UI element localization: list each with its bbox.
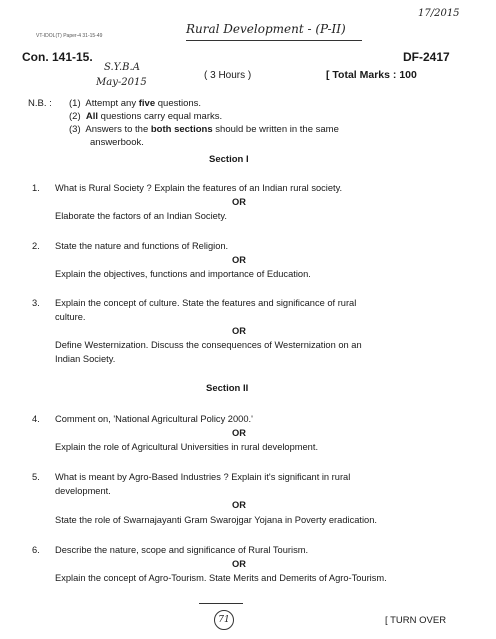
nb-item-text: questions.	[155, 98, 202, 109]
question-number: 5.	[32, 472, 40, 482]
question-5-b: State the role of Swarnajayanti Gram Swarojgar Yojana in Poverty eradication.	[55, 515, 377, 525]
nb-item-bold: All	[85, 111, 99, 122]
nb-item-text: should be written in the same	[212, 124, 339, 135]
con-number: Con. 141-15.	[22, 50, 93, 64]
question-number: 6.	[32, 545, 40, 555]
question-number: 3.	[32, 298, 40, 308]
nb-item-bold: five	[138, 98, 156, 109]
question-3-a-continued: culture.	[55, 312, 86, 322]
nb-item-text: Attempt any	[85, 98, 139, 109]
question-5-a: What is meant by Agro-Based Industries ? Explain it's significant in rural	[55, 472, 351, 482]
handwritten-corner-note: 17/2015	[418, 8, 460, 19]
question-3-b-continued: Indian Society.	[55, 354, 116, 364]
page-number-circled: 71	[214, 610, 234, 630]
question-2-a: State the nature and functions of Religion.	[55, 241, 229, 251]
section-2-title: Section II	[206, 383, 249, 394]
exam-duration: ( 3 Hours )	[204, 70, 252, 81]
handwritten-exam-date: May-2015	[96, 77, 147, 88]
nb-item-3	[69, 124, 339, 135]
nb-item-number: (1)	[69, 98, 81, 109]
question-number: 4.	[32, 414, 40, 424]
question-3-or: OR	[232, 326, 246, 336]
handwritten-class: S.Y.B.A	[104, 62, 140, 73]
handwritten-underline	[186, 40, 362, 41]
question-6-b: Explain the concept of Agro-Tourism. State Merits and Demerits of Agro-Tourism.	[55, 573, 387, 583]
turn-over-label: [ TURN OVER	[385, 615, 447, 626]
question-number: 2.	[32, 241, 40, 251]
question-1-a: What is Rural Society ? Explain the features of an Indian rural society.	[55, 183, 343, 193]
paper-code: DF-2417	[403, 50, 450, 64]
question-3-b: Define Westernization. Discuss the consequences of Westernization on an	[55, 340, 362, 350]
question-1-b: Elaborate the factors of an Indian Society.	[55, 211, 227, 221]
nb-item-bold: both sections	[150, 124, 213, 135]
nb-item-number: (2)	[69, 111, 81, 122]
question-2-b: Explain the objectives, functions and importance of Education.	[55, 269, 311, 279]
nb-item-2	[69, 111, 222, 122]
question-3-a: Explain the concept of culture. State the features and significance of rural	[55, 298, 357, 308]
question-4-b: Explain the role of Agricultural Universities in rural development.	[55, 442, 319, 452]
question-4-a: Comment on, 'National Agricultural Policy 2000.'	[55, 414, 253, 424]
question-number: 1.	[32, 183, 40, 193]
question-5-or: OR	[232, 500, 246, 510]
footer-divider	[199, 603, 243, 604]
paper-reference-code: VT-IDOL(T) Paper-4 31-15-49	[36, 33, 103, 39]
question-6-or: OR	[232, 559, 246, 569]
nb-item-text: questions carry equal marks.	[98, 111, 223, 122]
nb-item-text: Answers to the	[85, 124, 151, 135]
handwritten-title: Rural Development - (P-II)	[186, 22, 346, 36]
total-marks: [ Total Marks : 100	[326, 69, 417, 81]
question-4-or: OR	[232, 428, 246, 438]
nb-item-3-continued: answerbook.	[90, 137, 144, 148]
question-5-a-continued: development.	[55, 486, 111, 496]
question-2-or: OR	[232, 255, 246, 265]
nb-item-1	[69, 98, 201, 109]
question-1-or: OR	[232, 197, 246, 207]
section-1-title: Section I	[209, 154, 249, 165]
nb-label: N.B. :	[28, 98, 52, 109]
question-6-a: Describe the nature, scope and significance of Rural Tourism.	[55, 545, 309, 555]
nb-item-number: (3)	[69, 124, 81, 135]
